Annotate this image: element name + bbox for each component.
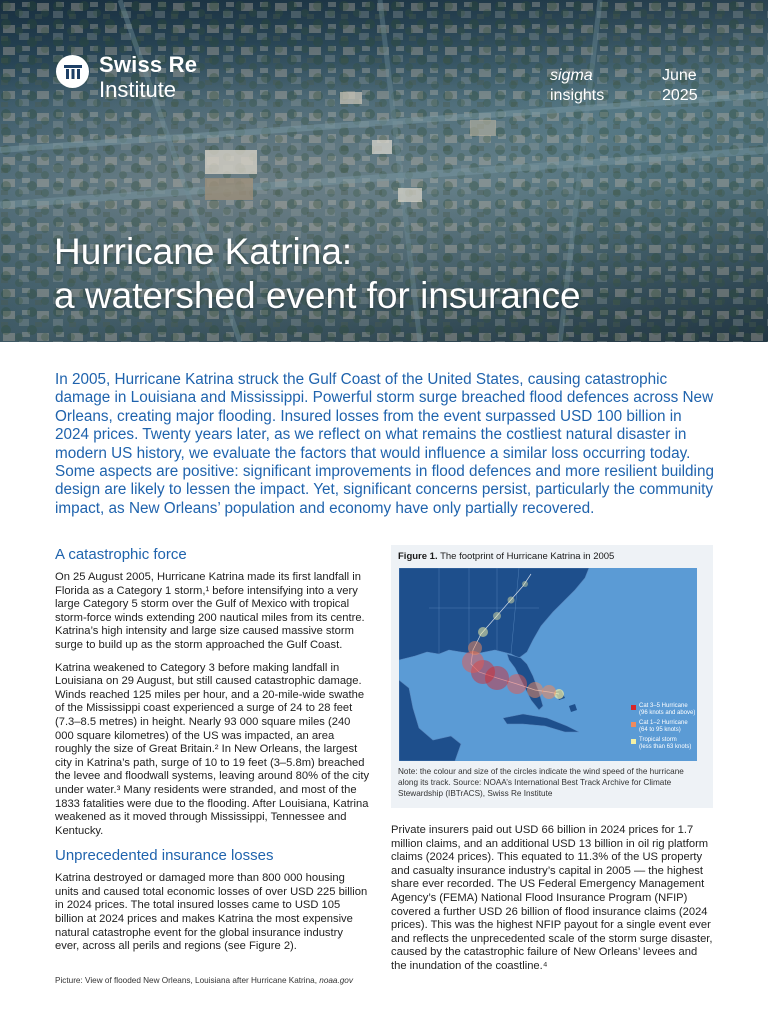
right-column-paragraph: Private insurers paid out USD 66 billion in 2024 prices for 1.7 million claims, and an additional USD 13 billion in oil rig platform claims (2024 prices). This equated to 11.3% of the US property and casualty insurance industry’s capital in 2005 — the highest share ever recorded. The US Federal Emergency Management Agency’s (FEMA) National Flood Insurance Program (NFIP) covered a further USD 26 billion of flood insurance claims (2024 prices). This was the highest NFIP payout for a single event ever and reflects the unprecedented scale of the storm surge disaster, caused by the catastrophic failure of New Orleans’ levees and the inundation of the coastline.⁴ (391, 824, 713, 972)
brand-name: Swiss Re (99, 52, 198, 77)
paragraph: On 25 August 2005, Hurricane Katrina made its first landfall in Florida as a Category 1 storm,¹ before intensifying into a very large Category 5 storm over the Gulf of Mexico with tropical storm-force winds extending 200 nautical miles from its centre. Katrina’s high intensity and large size caused massive storm surge to build up as the storm approached the Gulf Coast. (55, 571, 365, 651)
publication-month: June (662, 67, 697, 84)
legend-label: Tropical storm (639, 737, 677, 743)
legend-label: Cat 1–2 Hurricane (639, 720, 688, 726)
paragraph: Katrina weakened to Category 3 before making landfall in Louisiana on 29 August, but still caused catastrophic damage. Winds reached 125 miles per hour, and a 20-mile-wide swathe of the Mississippi coast experienced a surge of 24 to 28 feet (7.3–8.5 metres) in height. Nearly 93 000 square miles (240 000 square kilometres) of the US was impacted, an area roughly the size of Great Britain.² In New Orleans, the largest city in Katrina’s path, surge of 10 to 19 feet (3–5.8m) breached the levee and floodwall systems, leaving around 80% of the city under water.³ Many residents were stranded, and most of the 1833 fatalities were due to the flooding. After Louisiana, Katrina weakened as it moved through Mississippi, Tennessee and Kentucky. (55, 661, 370, 837)
track-point (493, 612, 501, 620)
hero-image (0, 0, 768, 342)
legend-item-cat1-2 (631, 720, 695, 734)
swiss-re-logo (56, 54, 197, 101)
map-legend (631, 703, 695, 754)
series-type: insights (550, 87, 605, 104)
figure-note: Note: the colour and size of the circles indicate the wind speed of the hurricane along its track. Source: NOAA’s International Best Track Archive for Climate Stewardship (IBTrACS), Swiss Re Institute (398, 767, 684, 798)
section-heading-catastrophic-force: A catastrophic force (55, 546, 187, 563)
track-point (522, 581, 528, 587)
legend-sublabel: (64 to 95 knots) (639, 727, 681, 733)
track-point (478, 627, 488, 637)
title-line-2: a watershed event for insurance (54, 275, 581, 316)
legend-swatch (631, 705, 636, 710)
figure-label: Figure 1. (398, 551, 438, 562)
track-point (508, 597, 515, 604)
track-point (468, 641, 482, 655)
track-point (527, 682, 543, 698)
legend-sublabel: (less than 63 knots) (639, 744, 692, 750)
page-title (54, 230, 581, 318)
publication-date (662, 66, 698, 106)
figure-caption: The footprint of Hurricane Katrina in 2005 (440, 551, 615, 562)
caption-source: noaa.gov (319, 976, 353, 985)
legend-label: Cat 3–5 Hurricane (639, 703, 688, 709)
track-point (542, 685, 556, 699)
publication-year: 2025 (662, 87, 698, 104)
figure-title (398, 551, 614, 562)
legend-sublabel: (96 knots and above) (639, 710, 696, 716)
section-heading-insurance-losses: Unprecedented insurance losses (55, 847, 274, 865)
series-badge (550, 66, 604, 106)
caption-text: Picture: View of flooded New Orleans, Louisiana after Hurricane Katrina, (55, 976, 317, 985)
swiss-re-emblem-icon (56, 55, 89, 88)
series-name: sigma (550, 67, 593, 84)
intro-paragraph: In 2005, Hurricane Katrina struck the Gulf Coast of the United States, causing catastrophic damage in Louisiana and Mississippi. Powerful storm surge breached flood defences across New Orleans, creating major flooding. Insured losses from the event surpassed USD 100 billion in 2024 prices. Twenty years later, as we reflect on what remains the costliest natural disaster in modern US history, we evaluate the factors that would influence a similar loss occurring today. Some aspects are positive: significant improvements in flood defences and more resilient building design are likely to lessen the impact. Yet, significant concerns persist, particularly the community impact, as New Orleans’ population and economy have only partially recovered. (55, 371, 714, 517)
legend-swatch (631, 722, 636, 727)
picture-caption (55, 976, 353, 985)
track-point (507, 674, 527, 694)
legend-item-tropical-storm (631, 737, 695, 751)
legend-item-cat3-5 (631, 703, 695, 717)
brand-sub: Institute (99, 77, 177, 102)
title-line-1: Hurricane Katrina: (54, 231, 353, 272)
left-column (55, 546, 370, 963)
legend-swatch (631, 739, 636, 744)
paragraph: Katrina destroyed or damaged more than 800 000 housing units and caused total economic losses of over USD 225 billion in 2024 prices. The total insured losses came to USD 105 billion at 2024 prices and makes Katrina the most expensive natural catastrophe event for the global insurance industry ever, across all perils and regions (see Figure 2). (55, 872, 368, 953)
figure-1 (391, 545, 713, 808)
